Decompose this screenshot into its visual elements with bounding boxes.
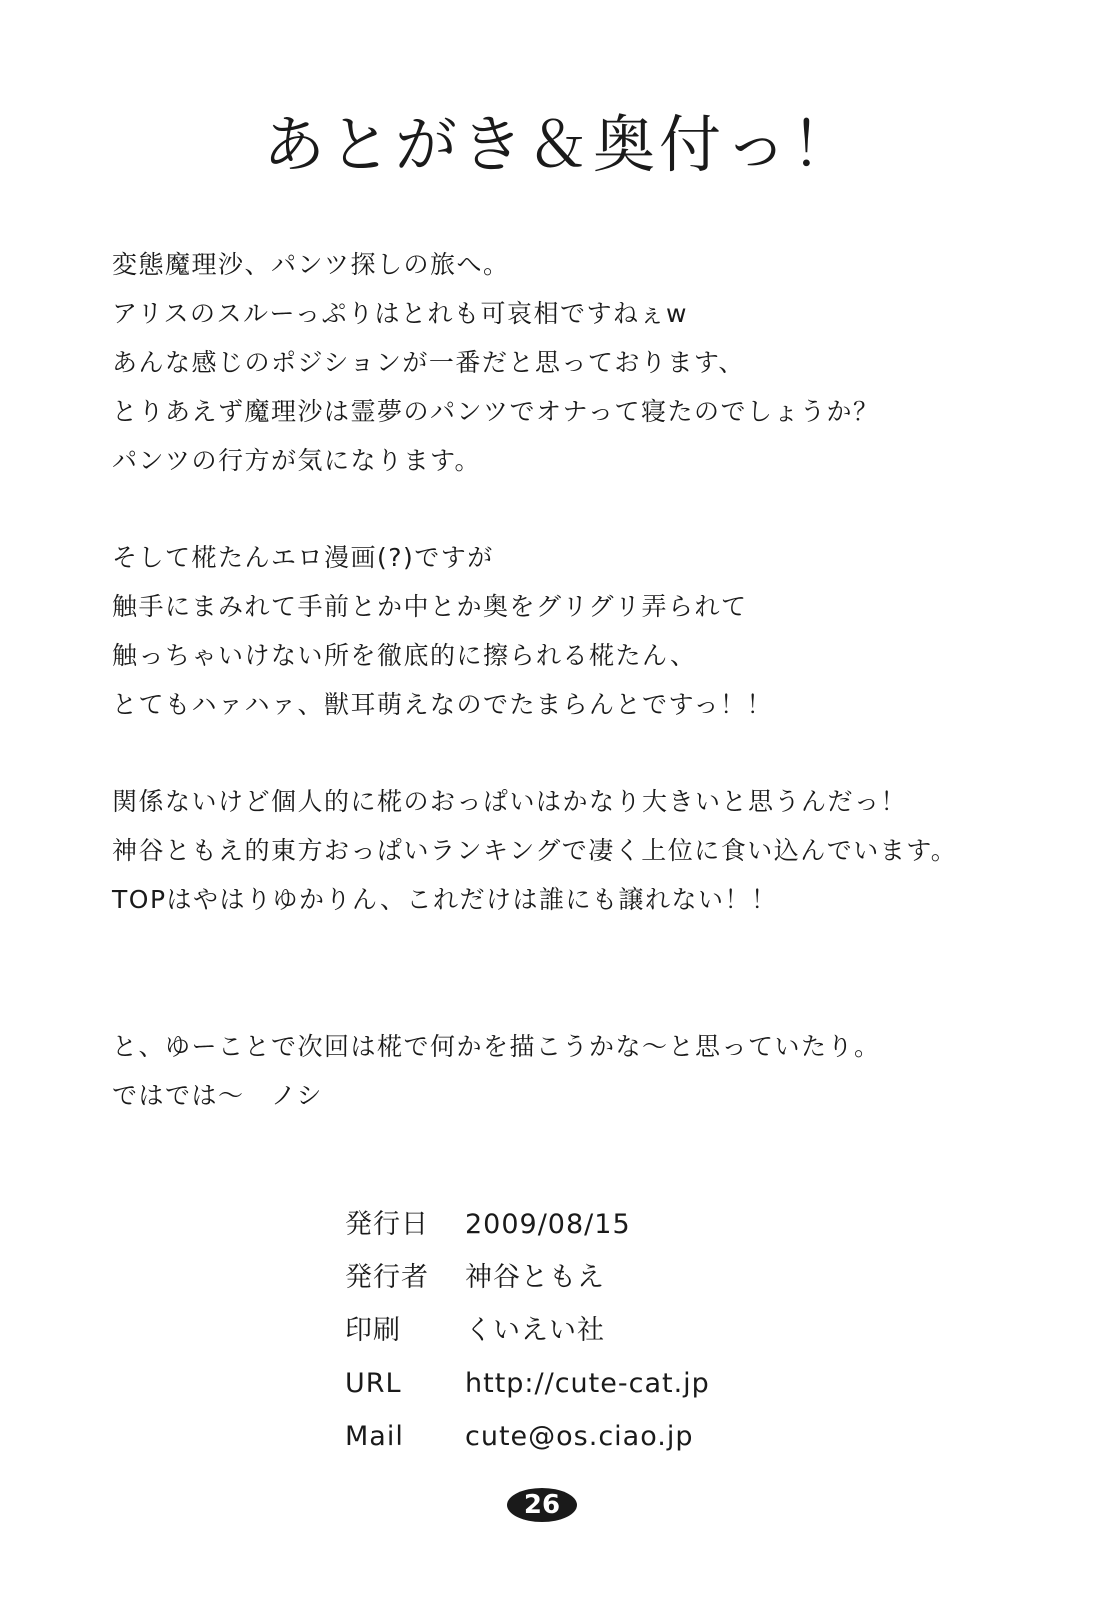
text-line: ではでは〜 ノシ — [112, 1081, 324, 1110]
text-line: あんな感じのポジションが一番だと思っております、 — [112, 348, 745, 377]
text-line: 変態魔理沙、パンツ探しの旅へ。 — [112, 250, 510, 279]
text-line: 関係ないけど個人的に椛のおっぱいはかなり大きいと思うんだっ！ — [112, 787, 908, 816]
afterword-body — [112, 244, 1052, 1124]
text-line: 触手にまみれて手前とか中とか奥をグリグリ弄られて — [112, 592, 748, 621]
text-line: と、ゆーことで次回は椛で何かを描こうかな〜と思っていたり。 — [112, 1032, 881, 1061]
colophon-row-mail — [345, 1410, 865, 1463]
text-line: アリスのスルーっぷりはとれも可哀相ですねぇw — [112, 299, 688, 328]
colophon-value: 2009/08/15 — [465, 1208, 631, 1240]
text-line: そして椛たんエロ漫画(?)ですが — [112, 543, 494, 572]
colophon-label: 発行日 — [345, 1208, 429, 1240]
page-number: 26 — [507, 1488, 577, 1522]
page-title: あとがき＆奥付っ！ — [262, 107, 857, 181]
colophon-label: 発行者 — [345, 1261, 429, 1293]
text-line: TOPはやはりゆかりん、これだけは誰にも譲れない！！ — [112, 885, 778, 914]
url-link[interactable]: http://cute-cat.jp — [465, 1367, 710, 1399]
colophon-value: 神谷ともえ — [465, 1261, 605, 1293]
mail-link[interactable]: cute@os.ciao.jp — [465, 1420, 694, 1452]
colophon-value: くいえい社 — [465, 1314, 605, 1346]
text-line: とてもハァハァ、獣耳萌えなのでたまらんとですっ！！ — [112, 690, 774, 719]
colophon-label: URL — [345, 1367, 402, 1399]
paragraph-4 — [112, 1026, 1052, 1124]
paragraph-1 — [112, 244, 1052, 489]
colophon-label: Mail — [345, 1420, 404, 1452]
colophon-row-printer — [345, 1304, 865, 1357]
text-line: 触っちゃいけない所を徹底的に擦られる椛たん、 — [112, 641, 697, 670]
colophon-row-date — [345, 1198, 865, 1251]
text-line: とりあえず魔理沙は霊夢のパンツでオナって寝たのでしょうか？ — [112, 397, 880, 426]
paragraph-2 — [112, 537, 1052, 733]
colophon-row-publisher — [345, 1251, 865, 1304]
colophon-label: 印刷 — [345, 1314, 401, 1346]
paragraph-3 — [112, 781, 1052, 928]
colophon-row-url — [345, 1357, 865, 1410]
text-line: 神谷ともえ的東方おっぱいランキングで凄く上位に食い込んでいます。 — [112, 836, 958, 865]
text-line: パンツの行方が気になります。 — [112, 446, 482, 475]
colophon — [345, 1198, 865, 1463]
